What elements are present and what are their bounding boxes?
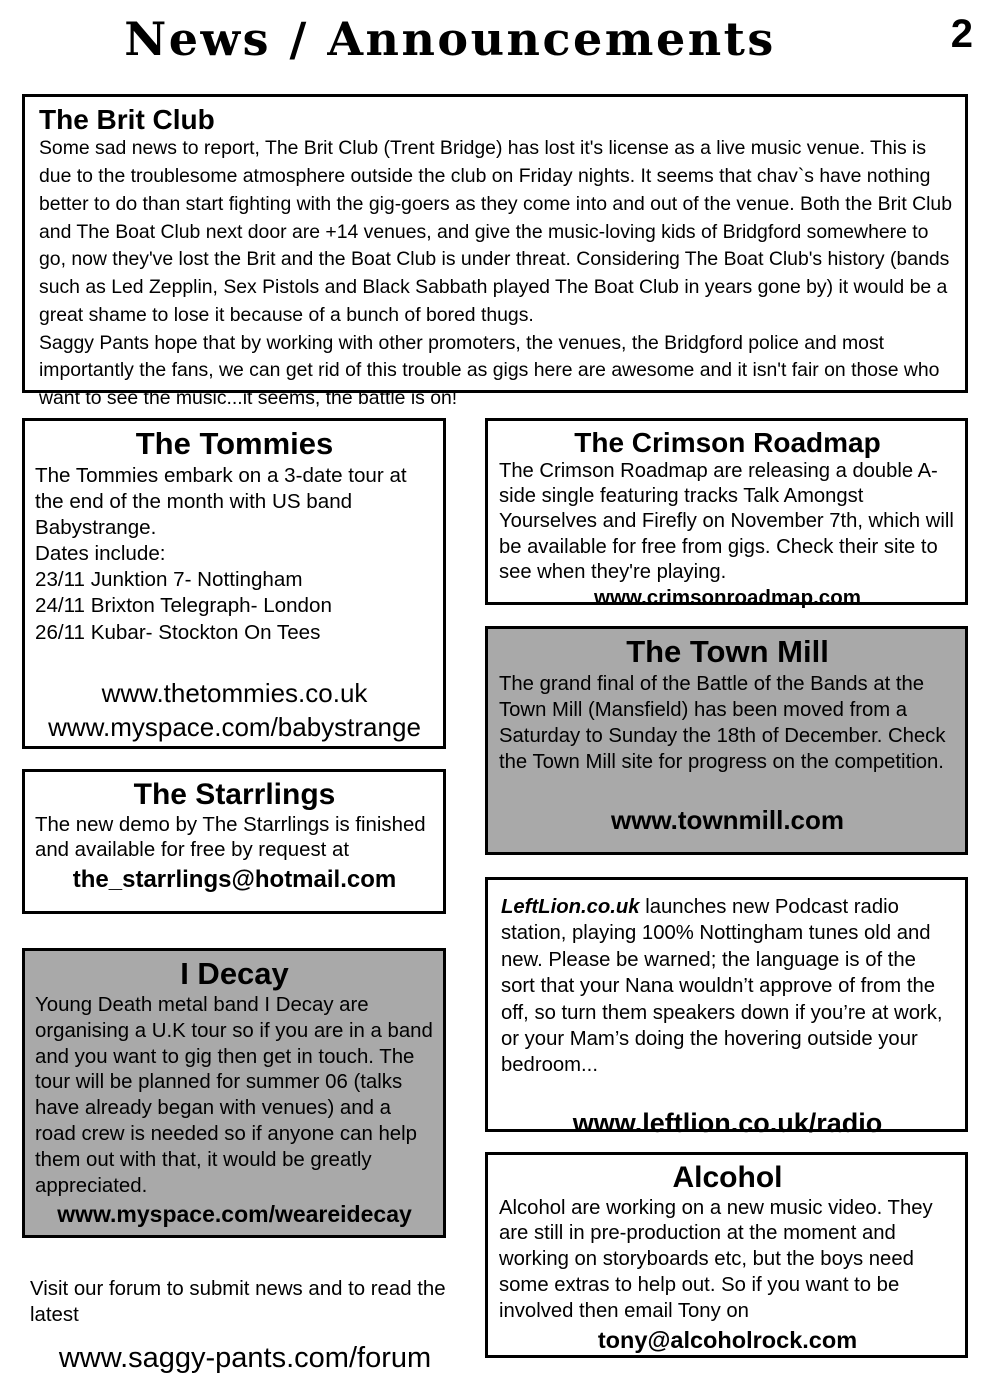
article-body-town-mill <box>499 671 956 776</box>
article-heading-brit-club: The Brit Club <box>39 104 215 135</box>
article-body-the-starrlings <box>35 813 434 864</box>
email-the-starrlings[interactable]: the_starrlings@hotmail.com <box>72 865 397 893</box>
article-town-mill <box>485 626 968 855</box>
article-body-brit-club <box>39 135 953 413</box>
article-crimson-roadmap <box>485 418 968 609</box>
link-myspace-babystrange[interactable]: www.myspace.com/babystrange <box>48 712 421 743</box>
the-tommies-links <box>35 676 434 745</box>
paragraph: Some sad news to report, The Brit Club (Trent Bridge) has lost it's license as a live music venue. This is due to the troublesome atmosphere outside the club on Friday nights. It seems that chav`s have nothing better to do than start fighting with the gig-goers as they come into and out of the venue. Both the Brit Club and The Boat Club next door are +14 venues, and give the music-loving kids of Bridgford somewhere to go, now they've lost the Brit and the Boat Club is under threat. Considering The Boat Club's history (bands such as Led Zepplin, Sex Pistols and Black Sabbath played The Boat Club in years gone by) it would be a great shame to lose it because of a bunch of bored thugs. <box>39 137 952 326</box>
paragraph: The Crimson Roadmap are releasing a double A-side single featuring tracks Talk Amongst Yourselves and Firefly on November 7th, which will be available for free from gigs. Check their site to see when they're playing. <box>499 460 954 583</box>
link-myspace-weareidecay[interactable]: www.myspace.com/weareidecay <box>57 1200 412 1227</box>
article-heading-crimson-roadmap: The Crimson Roadmap <box>574 427 881 458</box>
page-number: 2 <box>950 12 973 56</box>
link-thetommies[interactable]: www.thetommies.co.uk <box>101 677 368 708</box>
brand-leftlion: LeftLion.co.uk <box>501 896 640 918</box>
leftlion-body-text: launches new Podcast radio station, playing 100% Nottingham tunes old and new. Please be warned; the language is of the sort that your Nana wouldn’t approve of from the off, so turn them speakers down if you’re at work, or your Mam’s doing the hovering outside your bedroom... <box>501 896 943 1077</box>
paragraph: The Tommies embark on a 3-date tour at the end of the month with US band Babystrange. <box>35 463 407 539</box>
paragraph: Alcohol are working on a new music video. They are still in pre-production at the moment and working on storyboards etc, but the boys need some extras to help out. So if you want to be involved then email Tony on <box>499 1196 933 1322</box>
paragraph <box>501 894 954 1079</box>
article-alcohol <box>485 1152 968 1358</box>
article-heading-town-mill: The Town Mill <box>626 634 829 669</box>
tour-date: 24/11 Brixton Telegraph- London <box>35 594 332 618</box>
paragraph: Saggy Pants hope that by working with other promoters, the venues, the Bridgford police and most importantly the fans, we can get rid of this trouble as gigs here are awesome and it isn't fair on those who want to see the music...it seems, the battle is on! <box>39 331 940 410</box>
article-body-i-decay <box>35 993 434 1200</box>
article-the-tommies <box>22 418 446 749</box>
page-title: News / Announcements <box>124 12 776 66</box>
article-the-starrlings <box>22 769 446 914</box>
article-body-the-tommies <box>35 463 434 646</box>
article-heading-i-decay: I Decay <box>180 956 289 991</box>
tour-date: 26/11 Kubar- Stockton On Tees <box>35 620 321 644</box>
link-leftlion-radio[interactable]: www.leftlion.co.uk/radio <box>572 1107 883 1138</box>
email-alcohol-tony[interactable]: tony@alcoholrock.com <box>597 1327 858 1354</box>
article-body-leftlion <box>501 894 954 1079</box>
forum-note-text: Visit our forum to submit news and to read the latest <box>30 1278 446 1326</box>
article-brit-club <box>22 94 968 410</box>
article-body-alcohol <box>499 1196 956 1325</box>
link-townmill[interactable]: www.townmill.com <box>610 805 845 836</box>
article-heading-the-starrlings: The Starrlings <box>133 778 336 811</box>
forum-note <box>30 1277 460 1376</box>
paragraph: The new demo by The Starrlings is finished and available for free by request at <box>35 813 426 862</box>
article-body-crimson-roadmap <box>499 459 956 584</box>
masthead <box>0 0 990 88</box>
tour-date: 23/11 Junktion 7- Nottingham <box>35 568 303 592</box>
article-leftlion <box>485 877 968 1138</box>
paragraph: Young Death metal band I Decay are organising a U.K tour so if you are in a band and you want to gig then get in touch. The tour will be planned for summer 06 (talks have already began with venues) and a road crew is needed so if anyone can help them out with that, it would be greatly appreciated. <box>35 993 433 1198</box>
paragraph: The grand final of the Battle of the Bands at the Town Mill (Mansfield) has been moved from a Saturday to Sunday the 18th of December. Check the Town Mill site for progress on the competition. <box>499 672 946 774</box>
article-heading-alcohol: Alcohol <box>672 1161 783 1194</box>
article-i-decay <box>22 948 446 1238</box>
article-heading-the-tommies: The Tommies <box>135 426 334 461</box>
link-saggy-pants-forum[interactable]: www.saggy-pants.com/forum <box>58 1341 432 1374</box>
link-crimsonroadmap[interactable]: www.crimsonroadmap.com <box>594 585 861 609</box>
dates-label: Dates include: <box>35 542 166 566</box>
